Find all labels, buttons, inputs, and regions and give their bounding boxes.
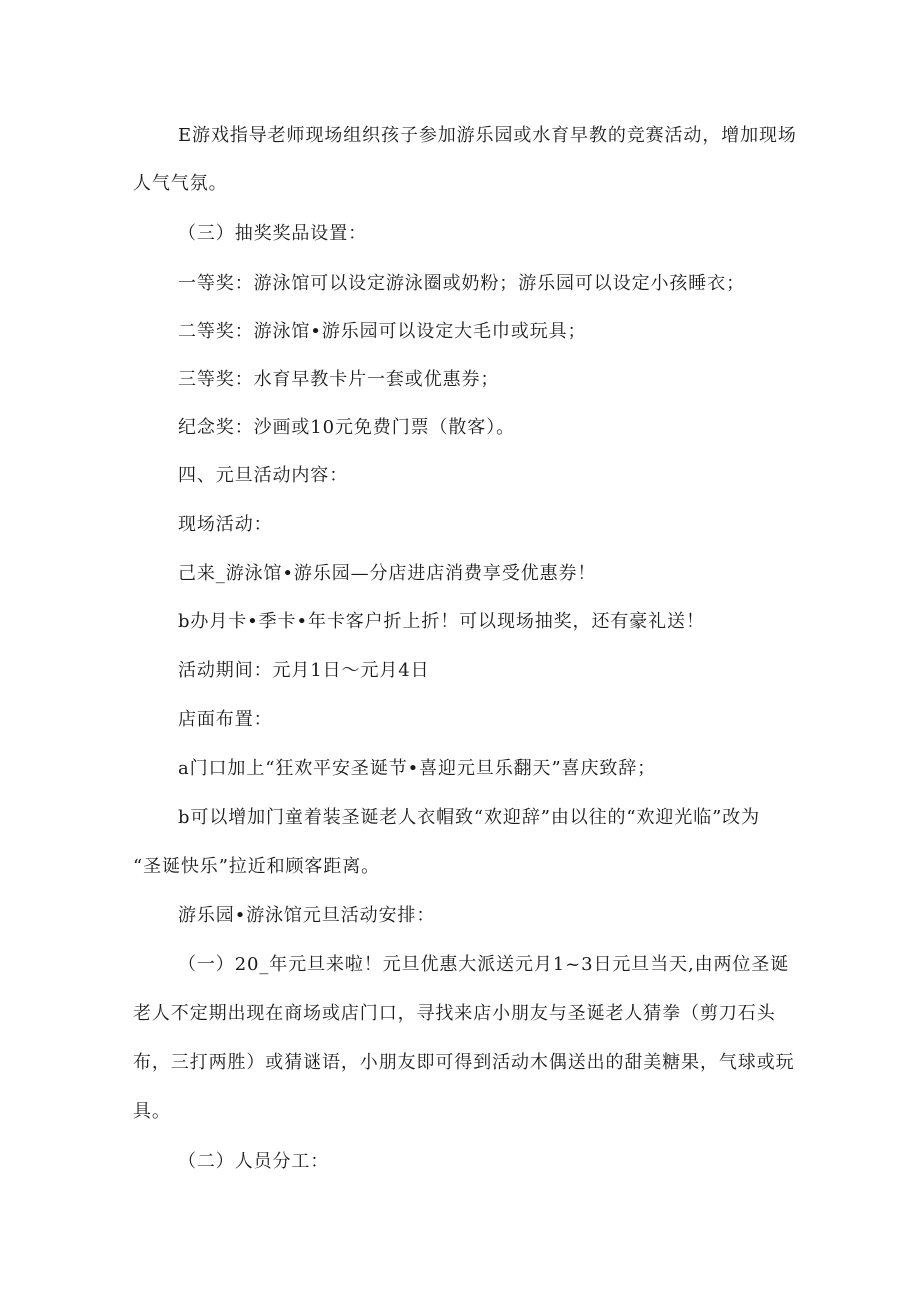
paragraph-branch-coupon: 己来_游泳馆•游乐园—分店进店消费享受优惠券！: [178, 563, 597, 584]
paragraph-second-prize: 二等奖：游泳馆•游乐园可以设定大毛巾或玩具；: [178, 321, 587, 342]
paragraph-card-discount: b办月卡•季卡•年卡客户折上折！可以现场抽奖，还有豪礼送！: [178, 611, 705, 632]
heading-staff-assignment: （二）人员分工：: [178, 1151, 330, 1172]
heading-new-year-content: 四、元旦活动内容：: [178, 465, 349, 486]
heading-prize-settings: （三）抽奖奖品设置：: [178, 223, 367, 244]
paragraph-store-decoration: 店面布置：: [178, 709, 273, 730]
paragraph-doorman-costume: b可以增加门童着装圣诞老人衣帽致“欢迎辞”由以往的“欢迎光临”改为: [178, 807, 761, 828]
paragraph-onsite-activity: 现场活动：: [178, 514, 273, 535]
paragraph-new-year-giveaway-cont-1: 老人不定期出现在商场或店门口，寻找来店小朋友与圣诞老人猜拳（剪刀石头: [133, 1003, 776, 1024]
heading-new-year-arrangement: 游乐园•游泳馆元旦活动安排：: [178, 905, 436, 926]
paragraph-first-prize: 一等奖：游泳馆可以设定游泳圈或奶粉；游乐园可以设定小孩睡衣；: [178, 273, 745, 294]
paragraph-new-year-giveaway-cont-3: 具。: [133, 1101, 171, 1122]
paragraph-game-teacher-activity-cont: 人气气氛。: [133, 173, 228, 194]
paragraph-souvenir-prize: 纪念奖：沙画或10元免费门票（散客）。: [178, 417, 516, 438]
paragraph-door-greeting: a门口加上“狂欢平安圣诞节•喜迎元旦乐翻天”喜庆致辞；: [178, 758, 657, 779]
paragraph-new-year-giveaway: （一）20_年元旦来啦！元旦优惠大派送元月1~3日元旦当天,由两位圣诞: [178, 954, 790, 975]
paragraph-third-prize: 三等奖：水育早教卡片一套或优惠券；: [178, 369, 500, 390]
paragraph-activity-period: 活动期间：元月1日～元月4日: [178, 660, 430, 681]
paragraph-new-year-giveaway-cont-2: 布，三打两胜）或猜谜语，小朋友即可得到活动木偶送出的甜美糖果，气球或玩: [133, 1052, 795, 1073]
paragraph-game-teacher-activity: E游戏指导老师现场组织孩子参加游乐园或水育早教的竞赛活动，增加现场: [178, 125, 797, 146]
paragraph-doorman-costume-cont: “圣诞快乐”拉近和顾客距离。: [133, 856, 381, 877]
